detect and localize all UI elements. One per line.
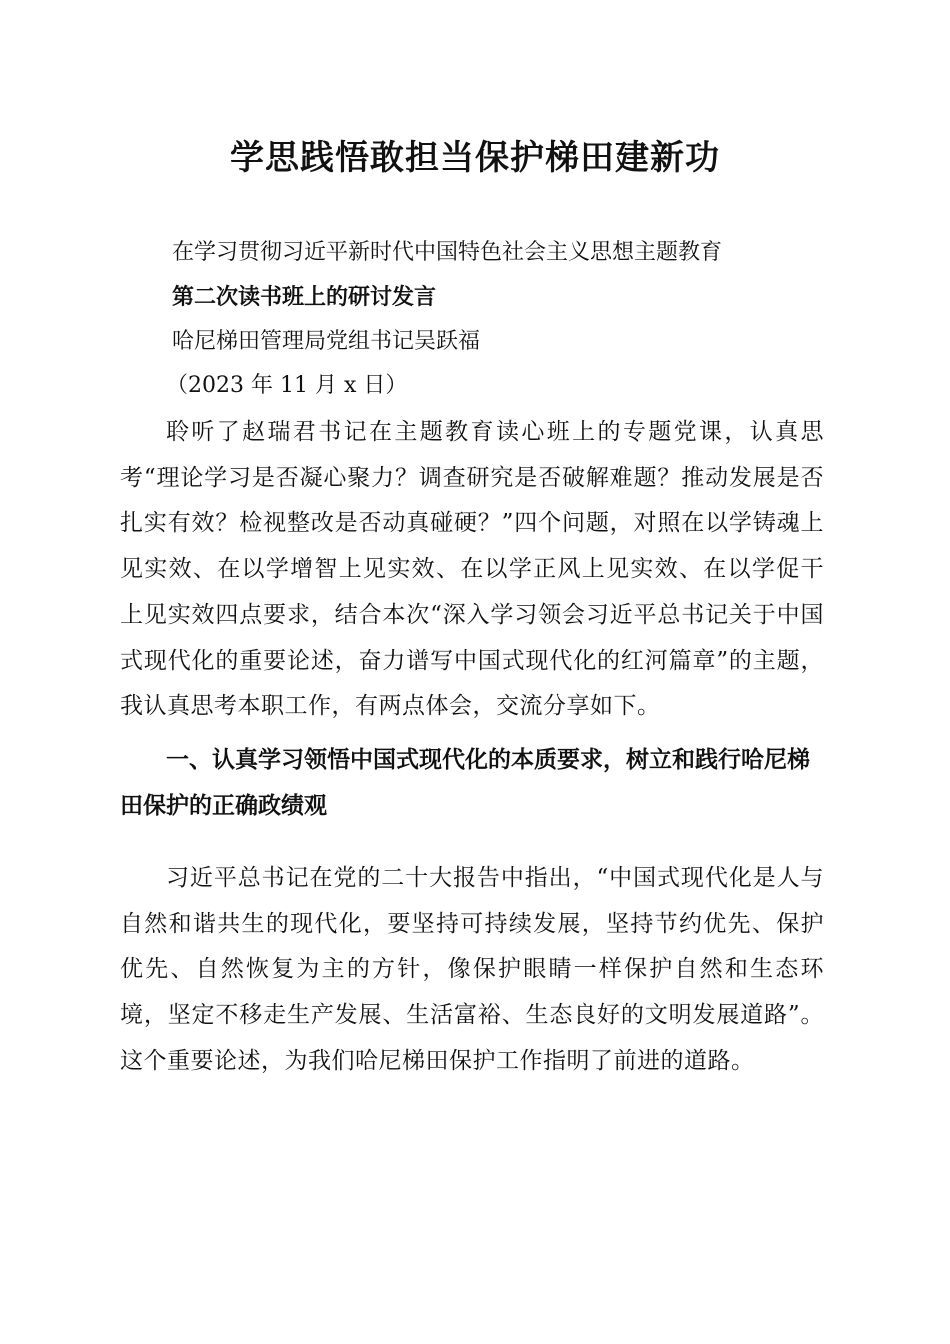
subtitle-line-1: 在学习贯彻习近平新时代中国特色社会主义思想主题教育 <box>172 240 723 265</box>
section-heading: 一、认真学习领悟中国式现代化的本质要求，树立和践行哈尼梯田保护的正确政绩观 <box>120 747 810 819</box>
intro-paragraph: 聆听了赵瑞君书记在主题教育读心班上的专题党课，认真思考“理论学习是否凝心聚力？调查研究是否破解难题？推动发展是否扎实有效？检视整改是否动真碰硬？”四个问题，对照在以学铸魂上见实效、在以学增智上见实效、在以学正风上见实效、在以学促干上见实效四点要求，结合本次“深入学习领会习近平总书记关于中国式现代化的重要论述，奋力谱写中国式现代化的红河篇章”的主题，我认真思考本职工作，有两点体会，交流分享如下。 <box>120 419 824 720</box>
section-paragraph: 习近平总书记在党的二十大报告中指出，“中国式现代化是人与自然和谐共生的现代化，要坚持可持续发展，坚持节约优先、保护优先、自然恢复为主的方针，像保护眼睛一样保护自然和生态环境，坚定不移走生产发展、生活富裕、生态良好的文明发展道路”。这个重要论述，为我们哈尼梯田保护工作指明了前进的道路。 <box>120 865 824 1074</box>
subtitle-line-2: 第二次读书班上的研讨发言 <box>172 285 437 310</box>
author-line: 哈尼梯田管理局党组书记吴跃福 <box>172 329 481 354</box>
document-title: 学思践悟敢担当保护梯田建新功 <box>230 138 720 178</box>
date-line: （2023 年 11 月 x 日） <box>166 373 408 398</box>
